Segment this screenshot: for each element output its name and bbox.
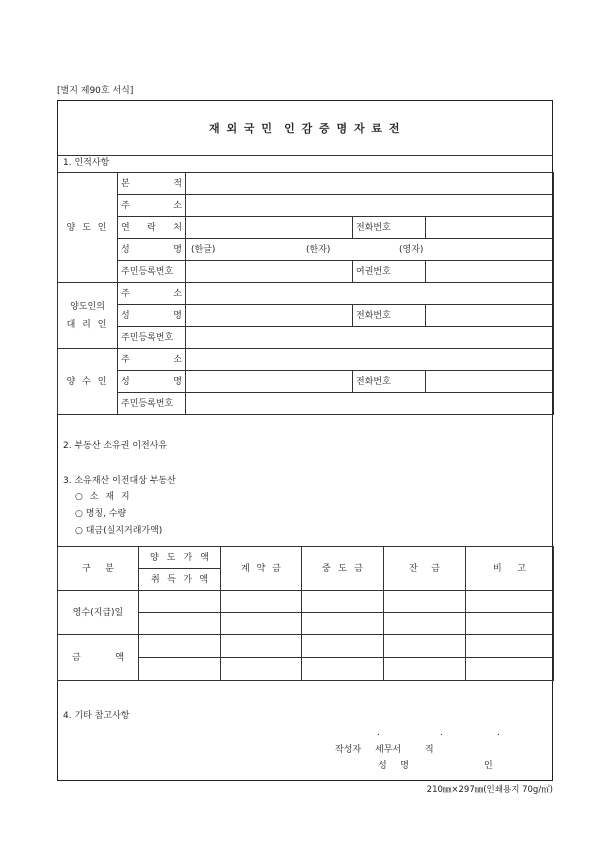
- transferor-address-label: 주 소: [118, 195, 186, 217]
- header-interim-payment: 중 도 금: [302, 547, 384, 591]
- table-cell: [302, 658, 384, 681]
- property-name-quantity-item: ○ 명칭, 수량: [75, 509, 127, 519]
- table-cell: [221, 658, 302, 681]
- name-chinese-label: (한자): [306, 244, 331, 255]
- agent-address-label: 주 소: [118, 283, 186, 305]
- name-english-label: (영자): [399, 244, 424, 255]
- transferee-address-value: [186, 349, 554, 371]
- transferor-domicile-value: [186, 173, 554, 195]
- transferor-contact-label: 연 락 처: [118, 217, 186, 239]
- agent-address-value: [186, 283, 554, 305]
- header-deposit: 계 약 금: [221, 547, 302, 591]
- personal-info-table: [57, 172, 554, 415]
- transferee-name-label: 성 명: [118, 371, 186, 393]
- table-cell: [384, 591, 466, 613]
- header-category: 구 분: [58, 547, 139, 591]
- position-label: 직: [425, 745, 434, 755]
- name-korean-label: (한글): [191, 244, 216, 255]
- form-number: [별지 제90호 서식]: [57, 86, 134, 96]
- transferor-passport-value: [426, 261, 554, 283]
- transferee-resident-no-label: 주민등록번호: [118, 393, 186, 415]
- table-cell: [139, 658, 221, 681]
- header-transfer-price: 양 도 가 액: [139, 547, 221, 569]
- transferor-phone-label: 전화번호: [353, 217, 426, 239]
- table-cell: [384, 613, 466, 635]
- transferor-address-value: [186, 195, 554, 217]
- transferor-resident-no-label: 주민등록번호: [118, 261, 186, 283]
- table-cell: [139, 591, 221, 613]
- property-location-item: ○ 소 재 지: [75, 492, 132, 502]
- transferor-name-label: 성 명: [118, 239, 186, 261]
- date-dot-month: .: [440, 728, 443, 738]
- tax-office-label: 세무서: [375, 745, 402, 755]
- form-title: 재 외 국 민 인 감 증 명 자 료 전: [208, 121, 401, 135]
- seal-label: 인: [484, 761, 493, 771]
- table-cell: [384, 658, 466, 681]
- section4-heading: 4. 기타 참고사항: [63, 711, 130, 721]
- table-cell: [221, 613, 302, 635]
- agent-resident-no-label: 주민등록번호: [118, 327, 186, 349]
- transferee-address-label: 주 소: [118, 349, 186, 371]
- transferee-phone-value: [426, 371, 554, 393]
- transferee-phone-label: 전화번호: [353, 371, 426, 393]
- table-cell: [384, 635, 466, 658]
- transferor-phone-value: [426, 217, 554, 239]
- agent-label-line1: 양도인의: [70, 301, 105, 312]
- agent-resident-no-value: [186, 327, 554, 349]
- transferor-domicile-label: 본 적: [118, 173, 186, 195]
- table-cell: [221, 635, 302, 658]
- transferee-group-label: 양 수 인: [58, 349, 118, 415]
- table-cell: [466, 658, 554, 681]
- header-remarks: 비 고: [466, 547, 554, 591]
- table-cell: [466, 635, 554, 658]
- transferor-name-value: [186, 239, 554, 261]
- table-cell: [302, 613, 384, 635]
- agent-label-line2: 대 리 인: [66, 319, 109, 330]
- author-label: 작성자: [335, 745, 362, 755]
- table-cell: [466, 591, 554, 613]
- transferor-contact-value: [186, 217, 353, 239]
- table-cell: [302, 591, 384, 613]
- agent-name-label: 성 명: [118, 305, 186, 327]
- table-cell: [139, 635, 221, 658]
- agent-phone-value: [426, 305, 554, 327]
- title-divider: [57, 155, 553, 156]
- agent-phone-label: 전화번호: [353, 305, 426, 327]
- agent-name-value: [186, 305, 353, 327]
- table-cell: [139, 613, 221, 635]
- agent-group-label: [58, 283, 118, 349]
- table-cell: [302, 635, 384, 658]
- signer-name-label: 성 명: [378, 761, 409, 771]
- section3-heading: 3. 소유재산 이전대상 부동산: [63, 476, 176, 486]
- property-price-item: ○ 대금(실지거래가액): [75, 526, 163, 536]
- transferor-resident-no-value: [186, 261, 353, 283]
- transferor-name-fields: [189, 245, 550, 255]
- paper-spec: 210㎜×297㎜(인쇄용지 70g/㎡): [426, 785, 553, 795]
- section1-heading: 1. 인적사항: [63, 158, 110, 168]
- table-cell: [221, 591, 302, 613]
- transferee-resident-no-value: [186, 393, 554, 415]
- section2-heading: 2. 부동산 소유권 이전사유: [63, 441, 168, 451]
- row-receipt-date-label: 영수(지급)일: [58, 591, 139, 635]
- transferor-passport-label: 여권번호: [353, 261, 426, 283]
- date-dot-year: .: [377, 728, 380, 738]
- payment-table: [57, 546, 554, 681]
- transferee-name-value: [186, 371, 353, 393]
- table-cell: [466, 613, 554, 635]
- date-dot-day: .: [497, 728, 500, 738]
- header-balance: 잔 금: [384, 547, 466, 591]
- row-amount-label: 금 액: [58, 635, 139, 681]
- transferor-group-label: 양 도 인: [58, 173, 118, 283]
- header-acquisition-price: 취 득 가 액: [139, 569, 221, 591]
